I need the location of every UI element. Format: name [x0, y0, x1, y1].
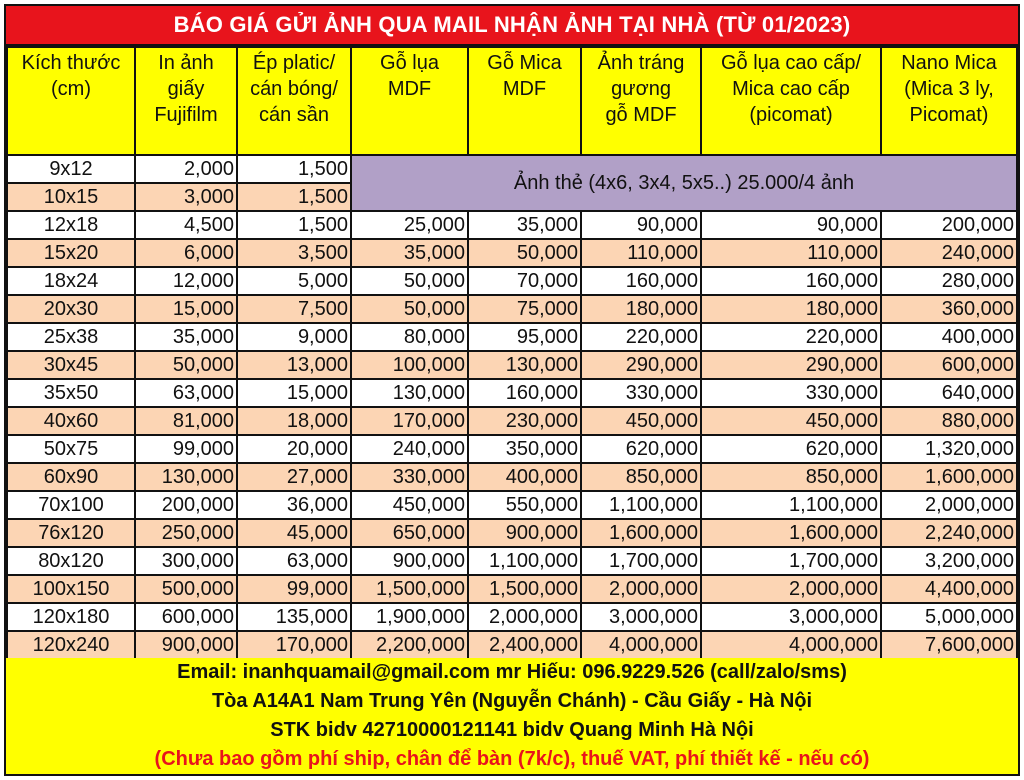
table-row	[8, 268, 1016, 294]
price-cell: 50,000	[352, 268, 467, 294]
price-cell: 50,000	[352, 296, 467, 322]
price-cell: 620,000	[702, 436, 880, 462]
size-cell: 9x12	[8, 156, 134, 182]
price-cell: 1,600,000	[582, 520, 700, 546]
price-cell: 600,000	[882, 352, 1016, 378]
price-cell: 1,100,000	[582, 492, 700, 518]
price-cell: 63,000	[136, 380, 236, 406]
table-row	[8, 380, 1016, 406]
header-premium-picomat: Gỗ lụa cao cấp/ Mica cao cấp (picomat)	[702, 48, 880, 154]
price-cell: 900,000	[352, 548, 467, 574]
price-cell: 2,000	[136, 156, 236, 182]
size-cell: 80x120	[8, 548, 134, 574]
price-cell: 280,000	[882, 268, 1016, 294]
size-cell: 30x45	[8, 352, 134, 378]
price-cell: 1,700,000	[582, 548, 700, 574]
header-lamination: Ép platic/ cán bóng/ cán sần	[238, 48, 350, 154]
price-cell: 900,000	[136, 632, 236, 658]
price-cell: 15,000	[238, 380, 350, 406]
price-cell: 25,000	[352, 212, 467, 238]
price-cell: 170,000	[352, 408, 467, 434]
price-cell: 5,000,000	[882, 604, 1016, 630]
price-cell: 230,000	[469, 408, 580, 434]
price-cell: 200,000	[882, 212, 1016, 238]
price-cell: 130,000	[469, 352, 580, 378]
price-cell: 240,000	[882, 240, 1016, 266]
price-table	[6, 46, 1018, 660]
price-cell: 1,900,000	[352, 604, 467, 630]
size-cell: 120x240	[8, 632, 134, 658]
price-cell: 27,000	[238, 464, 350, 490]
price-cell: 1,600,000	[702, 520, 880, 546]
price-cell: 180,000	[702, 296, 880, 322]
price-cell: 130,000	[136, 464, 236, 490]
size-cell: 40x60	[8, 408, 134, 434]
price-cell: 350,000	[469, 436, 580, 462]
price-cell: 620,000	[582, 436, 700, 462]
price-cell: 240,000	[352, 436, 467, 462]
price-cell: 9,000	[238, 324, 350, 350]
header-size: Kích thước (cm)	[8, 48, 134, 154]
price-cell: 2,400,000	[469, 632, 580, 658]
size-cell: 100x150	[8, 576, 134, 602]
table-row	[8, 520, 1016, 546]
price-cell: 1,500,000	[352, 576, 467, 602]
price-cell: 50,000	[469, 240, 580, 266]
price-cell: 180,000	[582, 296, 700, 322]
table-row	[8, 492, 1016, 518]
price-cell: 7,500	[238, 296, 350, 322]
price-cell: 160,000	[702, 268, 880, 294]
price-cell: 450,000	[582, 408, 700, 434]
price-cell: 1,320,000	[882, 436, 1016, 462]
id-photo-note: Ảnh thẻ (4x6, 3x4, 5x5..) 25.000/4 ảnh	[352, 156, 1016, 210]
table-row	[8, 156, 1016, 182]
price-cell: 250,000	[136, 520, 236, 546]
price-list-title: BÁO GIÁ GỬI ẢNH QUA MAIL NHẬN ẢNH TẠI NHÀ (TỪ 01/2023)	[6, 6, 1018, 44]
price-cell: 36,000	[238, 492, 350, 518]
header-mica-wood-mdf: Gỗ Mica MDF	[469, 48, 580, 154]
price-cell: 3,200,000	[882, 548, 1016, 574]
price-cell: 15,000	[136, 296, 236, 322]
price-cell: 220,000	[702, 324, 880, 350]
size-cell: 35x50	[8, 380, 134, 406]
price-cell: 850,000	[702, 464, 880, 490]
size-cell: 120x180	[8, 604, 134, 630]
price-cell: 110,000	[582, 240, 700, 266]
price-cell: 3,500	[238, 240, 350, 266]
size-cell: 70x100	[8, 492, 134, 518]
price-cell: 5,000	[238, 268, 350, 294]
price-cell: 6,000	[136, 240, 236, 266]
price-cell: 1,500	[238, 212, 350, 238]
table-row	[8, 324, 1016, 350]
header-silk-wood-mdf: Gỗ lụa MDF	[352, 48, 467, 154]
price-cell: 1,600,000	[882, 464, 1016, 490]
price-cell: 45,000	[238, 520, 350, 546]
table-row	[8, 408, 1016, 434]
price-cell: 4,400,000	[882, 576, 1016, 602]
table-row	[8, 212, 1016, 238]
price-cell: 400,000	[882, 324, 1016, 350]
price-cell: 2,000,000	[882, 492, 1016, 518]
header-mirror-mdf: Ảnh tráng gương gỗ MDF	[582, 48, 700, 154]
price-cell: 1,500	[238, 184, 350, 210]
bank-line: STK bidv 42710000121141 bidv Quang Minh Hà Nội	[270, 719, 754, 741]
price-cell: 2,000,000	[582, 576, 700, 602]
price-cell: 300,000	[136, 548, 236, 574]
price-cell: 200,000	[136, 492, 236, 518]
price-cell: 35,000	[136, 324, 236, 350]
exclusions-note: (Chưa bao gồm phí ship, chân để bàn (7k/c), thuế VAT, phí thiết kế - nếu có)	[154, 748, 870, 770]
price-cell: 12,000	[136, 268, 236, 294]
header-nano-mica: Nano Mica (Mica 3 ly, Picomat)	[882, 48, 1016, 154]
price-cell: 90,000	[582, 212, 700, 238]
price-cell: 3,000,000	[702, 604, 880, 630]
price-cell: 500,000	[136, 576, 236, 602]
price-cell: 3,000	[136, 184, 236, 210]
address-line: Tòa A14A1 Nam Trung Yên (Nguyễn Chánh) - Cầu Giấy - Hà Nội	[211, 690, 813, 712]
size-cell: 20x30	[8, 296, 134, 322]
price-cell: 640,000	[882, 380, 1016, 406]
table-row	[8, 436, 1016, 462]
price-cell: 75,000	[469, 296, 580, 322]
price-cell: 330,000	[352, 464, 467, 490]
size-cell: 15x20	[8, 240, 134, 266]
header-fujifilm-print: In ảnh giấy Fujifilm	[136, 48, 236, 154]
price-cell: 220,000	[582, 324, 700, 350]
price-cell: 1,100,000	[469, 548, 580, 574]
price-cell: 35,000	[352, 240, 467, 266]
price-cell: 81,000	[136, 408, 236, 434]
price-cell: 900,000	[469, 520, 580, 546]
price-cell: 63,000	[238, 548, 350, 574]
price-cell: 400,000	[469, 464, 580, 490]
table-row	[8, 240, 1016, 266]
table-row	[8, 548, 1016, 574]
size-cell: 50x75	[8, 436, 134, 462]
price-cell: 4,000,000	[582, 632, 700, 658]
price-cell: 130,000	[352, 380, 467, 406]
table-header-row	[8, 48, 1016, 154]
price-cell: 2,000,000	[702, 576, 880, 602]
price-cell: 4,000,000	[702, 632, 880, 658]
table-row	[8, 296, 1016, 322]
price-cell: 1,100,000	[702, 492, 880, 518]
price-cell: 160,000	[469, 380, 580, 406]
size-cell: 12x18	[8, 212, 134, 238]
price-cell: 18,000	[238, 408, 350, 434]
price-cell: 1,700,000	[702, 548, 880, 574]
price-cell: 3,000,000	[582, 604, 700, 630]
price-cell: 35,000	[469, 212, 580, 238]
price-cell: 330,000	[582, 380, 700, 406]
price-cell: 330,000	[702, 380, 880, 406]
price-cell: 95,000	[469, 324, 580, 350]
contact-line: Email: inanhquamail@gmail.com mr Hiếu: 096.9229.526 (call/zalo/sms)	[177, 661, 847, 683]
price-cell: 100,000	[352, 352, 467, 378]
price-cell: 135,000	[238, 604, 350, 630]
price-cell: 170,000	[238, 632, 350, 658]
price-cell: 1,500	[238, 156, 350, 182]
price-cell: 880,000	[882, 408, 1016, 434]
table-row	[8, 632, 1016, 658]
price-cell: 1,500,000	[469, 576, 580, 602]
size-cell: 10x15	[8, 184, 134, 210]
price-cell: 110,000	[702, 240, 880, 266]
price-cell: 290,000	[582, 352, 700, 378]
price-cell: 850,000	[582, 464, 700, 490]
price-cell: 7,600,000	[882, 632, 1016, 658]
price-cell: 290,000	[702, 352, 880, 378]
price-cell: 80,000	[352, 324, 467, 350]
price-cell: 90,000	[702, 212, 880, 238]
size-cell: 18x24	[8, 268, 134, 294]
price-cell: 2,000,000	[469, 604, 580, 630]
price-cell: 2,200,000	[352, 632, 467, 658]
price-cell: 50,000	[136, 352, 236, 378]
price-cell: 2,240,000	[882, 520, 1016, 546]
size-cell: 60x90	[8, 464, 134, 490]
price-cell: 450,000	[702, 408, 880, 434]
price-cell: 99,000	[136, 436, 236, 462]
price-cell: 600,000	[136, 604, 236, 630]
contact-footer	[6, 658, 1018, 774]
table-row	[8, 352, 1016, 378]
price-cell: 4,500	[136, 212, 236, 238]
size-cell: 76x120	[8, 520, 134, 546]
price-sheet	[4, 4, 1020, 776]
price-cell: 450,000	[352, 492, 467, 518]
price-cell: 160,000	[582, 268, 700, 294]
price-cell: 360,000	[882, 296, 1016, 322]
table-row	[8, 604, 1016, 630]
table-row	[8, 576, 1016, 602]
price-cell: 20,000	[238, 436, 350, 462]
price-cell: 70,000	[469, 268, 580, 294]
price-cell: 13,000	[238, 352, 350, 378]
price-cell: 99,000	[238, 576, 350, 602]
price-cell: 650,000	[352, 520, 467, 546]
size-cell: 25x38	[8, 324, 134, 350]
price-cell: 550,000	[469, 492, 580, 518]
table-row	[8, 464, 1016, 490]
